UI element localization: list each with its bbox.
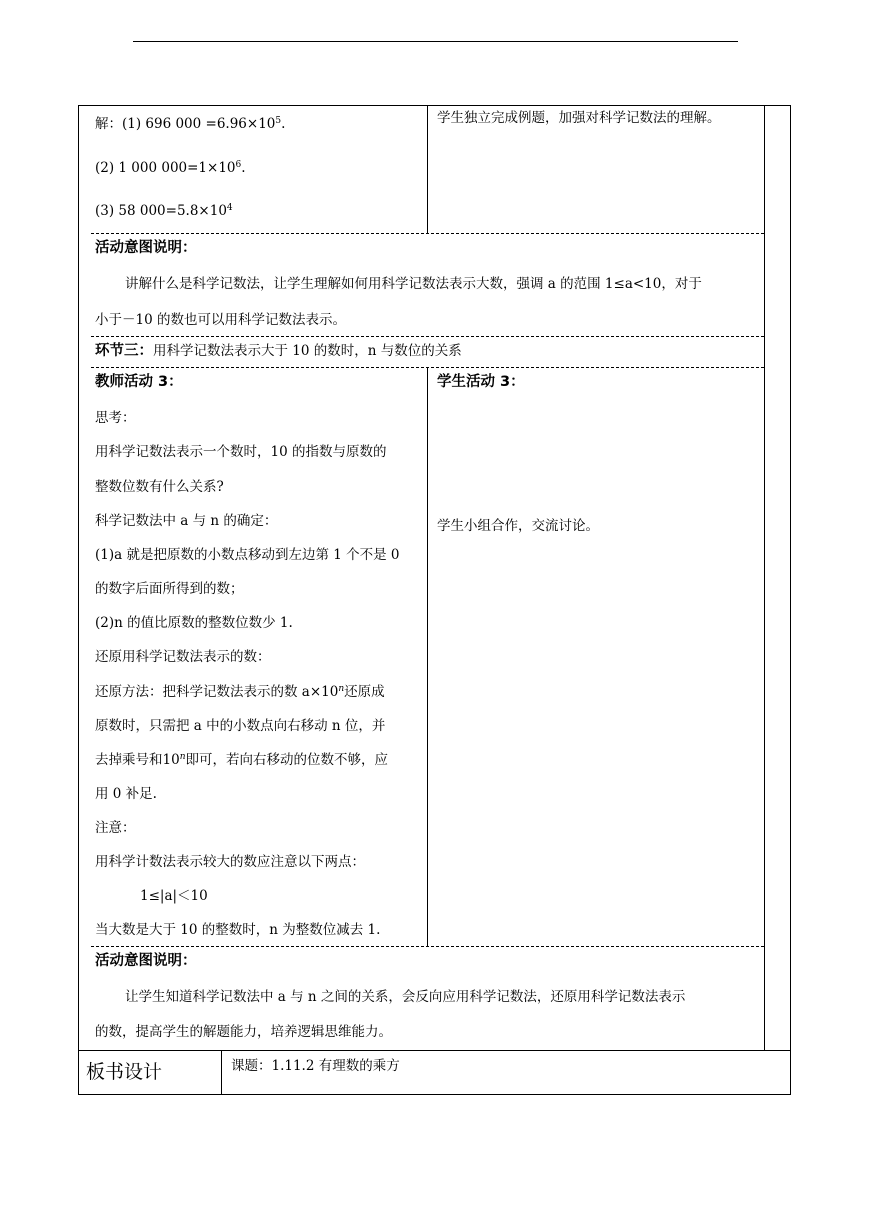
table-inner-right-border [764, 105, 765, 1050]
row-divider [91, 336, 764, 337]
section-3-title: 环节三：用科学记数法表示大于 10 的数时，n 与数位的关系 [95, 343, 462, 359]
teacher-text-line: 整数位数有什么关系? [95, 479, 224, 495]
row-divider [91, 233, 764, 234]
intent-heading: 活动意图说明： [95, 953, 197, 969]
student-note: 学生独立完成例题，加强对科学记数法的理解。 [437, 110, 721, 126]
column-divider-activity [427, 368, 428, 946]
teacher-text-line: 原数时，只需把 a 中的小数点向右移动 n 位，并 [95, 718, 386, 734]
intent-text-line: 小于－10 的数也可以用科学记数法表示。 [95, 312, 346, 328]
solution-line-3: (3) 58 $000=5.8\times 10^4$ [95, 203, 233, 219]
teacher-text-line: (1)a 就是把原数的小数点移动到左边第 1 个不是 0 [95, 547, 400, 563]
student-activity-heading: 学生活动 3： [437, 374, 525, 390]
solution-line-2: (2) 1 000 $000=1\times 10^6$. [95, 160, 246, 176]
header-rule [133, 41, 738, 42]
teacher-text-line: 1≤|a|＜10 [140, 888, 208, 904]
column-divider-top [427, 105, 428, 233]
teacher-text-line: 当大数是大于 10 的整数时，n 为整数位减去 1. [95, 922, 381, 938]
teacher-activity-heading: 教师活动 3： [95, 374, 183, 390]
intent-text-line: 的数，提高学生的解题能力，培养逻辑思维能力。 [95, 1024, 392, 1040]
intent-text-line: 让学生知道科学记数法中 a 与 n 之间的关系，会反向应用科学记数法，还原用科学记数法表示 [125, 989, 686, 1005]
think-label: 思考： [95, 410, 136, 426]
teacher-text-line: 还原用科学记数法表示的数： [95, 649, 271, 665]
note-label: 注意： [95, 820, 136, 836]
intent-heading: 活动意图说明： [95, 240, 197, 256]
board-top-line [78, 1050, 791, 1051]
teacher-text-line: 的数字后面所得到的数； [95, 581, 244, 597]
teacher-text-line: 用科学计数法表示较大的数应注意以下两点： [95, 854, 365, 870]
teacher-text-line: 用 0 补足. [95, 786, 157, 802]
teacher-text-line: 还原方法：把科学记数法表示的数 $a\times 10^n$还原成 [95, 684, 385, 700]
row-divider [91, 367, 764, 368]
row-divider [91, 946, 764, 947]
board-design-label: 板书设计 [86, 1061, 163, 1083]
teacher-text-line: 科学记数法中 a 与 n 的确定： [95, 513, 278, 529]
board-design-text: 课题：1.11.2 有理数的乘方 [231, 1058, 400, 1074]
board-divider [221, 1050, 222, 1095]
teacher-text-line: (2)n 的值比原数的整数位数少 1. [95, 615, 293, 631]
intent-text-line: 讲解什么是科学记数法，让学生理解如何用科学记数法表示大数，强调 a 的范围 1≤a<10，对于 [125, 276, 702, 292]
teacher-text-line: 去掉乘号和10$^n$即可，若向右移动的位数不够，应 [95, 752, 388, 768]
solution-line-1: 解：(1) 696 $000 =6.96\times 10^5$. [95, 116, 286, 132]
teacher-text-line: 用科学记数法表示一个数时，10 的指数与原数的 [95, 444, 387, 460]
student-activity-text: 学生小组合作，交流讨论。 [437, 518, 599, 534]
